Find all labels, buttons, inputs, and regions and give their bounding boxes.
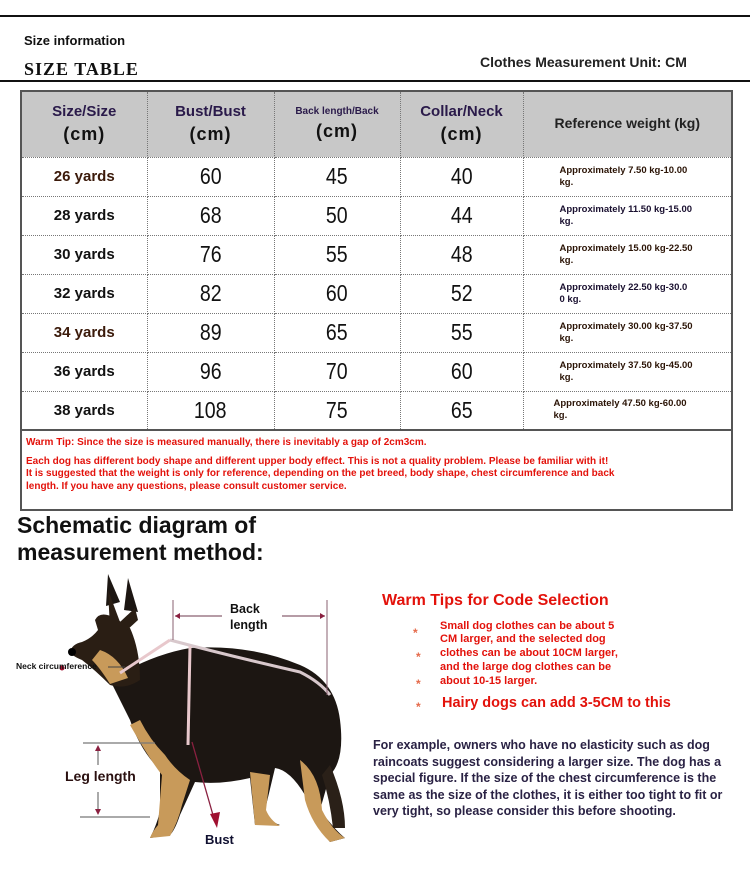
- weight-cell: Approximately 47.50 kg-60.00 kg.: [523, 391, 732, 430]
- size-cell: 34 yards: [21, 313, 147, 352]
- back-cell: 75: [274, 391, 400, 430]
- warm-tip-box: [20, 431, 733, 511]
- schematic-title: Schematic diagram of measurement method:: [17, 512, 264, 565]
- bust-cell: 76: [147, 235, 274, 274]
- bust-cell: 108: [147, 391, 274, 430]
- weight-cell: Approximately 22.50 kg-30.0 0 kg.: [523, 274, 732, 313]
- table-row: [21, 235, 732, 274]
- tip-line: Small dog clothes can be about 5: [440, 620, 615, 632]
- back-cell: 45: [274, 157, 400, 196]
- column-header-bust: Bust/Bust (cm): [147, 91, 274, 157]
- warm-tip-line: length. If you have any questions, please consult customer service.: [26, 480, 347, 492]
- neck-cell: 52: [400, 274, 523, 313]
- neck-cell: 44: [400, 196, 523, 235]
- example-paragraph: For example, owners who have no elasticity such as dog raincoats suggest considering a larger size. The dog has a special figure. If the size of the chest circumference is the same as the size of the clothes, it is either too tight to fit or very tight, so please consider this before shooting.: [373, 738, 723, 818]
- size-cell: 38 yards: [21, 391, 147, 430]
- warm-tip-line: It is suggested that the weight is only for reference, depending on the pet breed, body shape, chest circumference and back: [26, 468, 615, 479]
- column-header-weight: Reference weight (kg): [523, 91, 732, 157]
- back-cell: 55: [274, 235, 400, 274]
- table-row: [21, 313, 732, 352]
- code-selection-title: Warm Tips for Code Selection: [382, 592, 609, 609]
- bust-cell: 82: [147, 274, 274, 313]
- bust-cell: 68: [147, 196, 274, 235]
- size-cell: 30 yards: [21, 235, 147, 274]
- table-row: [21, 157, 732, 196]
- size-table: [20, 90, 733, 431]
- table-header-row: [21, 91, 732, 157]
- back-cell: 65: [274, 313, 400, 352]
- warm-tip-line: Warm Tip: Since the size is measured manually, there is inevitably a gap of 2cm3cm.: [26, 437, 427, 448]
- tip-line: about 10-15 larger.: [440, 675, 538, 687]
- neck-cell: 48: [400, 235, 523, 274]
- measurement-unit-label: Clothes Measurement Unit: CM: [480, 54, 687, 70]
- warm-tip-line: Each dog has different body shape and different upper body effect. This is not a quality problem. Please be familiar with it!: [26, 455, 609, 467]
- size-cell: 26 yards: [21, 157, 147, 196]
- column-header-size: Size/Size (cm): [21, 91, 147, 157]
- bust-cell: 89: [147, 313, 274, 352]
- table-row: [21, 391, 732, 430]
- weight-cell: Approximately 11.50 kg-15.00 kg.: [523, 196, 732, 235]
- back-cell: 50: [274, 196, 400, 235]
- table-row: [21, 196, 732, 235]
- dog-measurement-diagram: [0, 560, 370, 871]
- neck-cell: 60: [400, 352, 523, 391]
- neck-cell: 40: [400, 157, 523, 196]
- weight-cell: Approximately 7.50 kg-10.00 kg.: [523, 157, 732, 196]
- leg-length-label: Leg length: [65, 768, 136, 784]
- star-icon: *: [416, 650, 421, 664]
- weight-cell: Approximately 15.00 kg-22.50 kg.: [523, 235, 732, 274]
- bust-cell: 96: [147, 352, 274, 391]
- column-header-back-length: Back length/Back (cm): [274, 91, 400, 157]
- top-rule: [0, 15, 750, 17]
- size-cell: 36 yards: [21, 352, 147, 391]
- weight-cell: Approximately 37.50 kg-45.00 kg.: [523, 352, 732, 391]
- tip-line: clothes can be about 10CM larger,: [440, 647, 618, 659]
- table-row: [21, 352, 732, 391]
- size-information-label: Size information: [24, 33, 126, 48]
- star-icon: *: [416, 700, 421, 714]
- bust-cell: 60: [147, 157, 274, 196]
- back-length-label: Back length: [230, 602, 268, 632]
- back-cell: 70: [274, 352, 400, 391]
- neck-cell: 55: [400, 313, 523, 352]
- tip-line: and the large dog clothes can be: [440, 661, 612, 673]
- bust-label: Bust: [205, 832, 234, 847]
- german-shepherd-dog-icon: [0, 560, 370, 871]
- size-table-title: SIZE TABLE: [24, 59, 139, 79]
- table-row: [21, 274, 732, 313]
- neck-circumference-label: Neck circumference: [16, 661, 97, 671]
- neck-cell: 65: [400, 391, 523, 430]
- header-rule: [0, 80, 750, 82]
- star-icon: *: [413, 626, 418, 640]
- column-header-neck: Collar/Neck (cm): [400, 91, 523, 157]
- size-cell: 32 yards: [21, 274, 147, 313]
- hairy-dogs-tip: Hairy dogs can add 3-5CM to this: [442, 695, 671, 711]
- size-cell: 28 yards: [21, 196, 147, 235]
- tip-line: CM larger, and the selected dog: [440, 633, 606, 645]
- back-cell: 60: [274, 274, 400, 313]
- weight-cell: Approximately 30.00 kg-37.50 kg.: [523, 313, 732, 352]
- star-icon: *: [416, 677, 421, 691]
